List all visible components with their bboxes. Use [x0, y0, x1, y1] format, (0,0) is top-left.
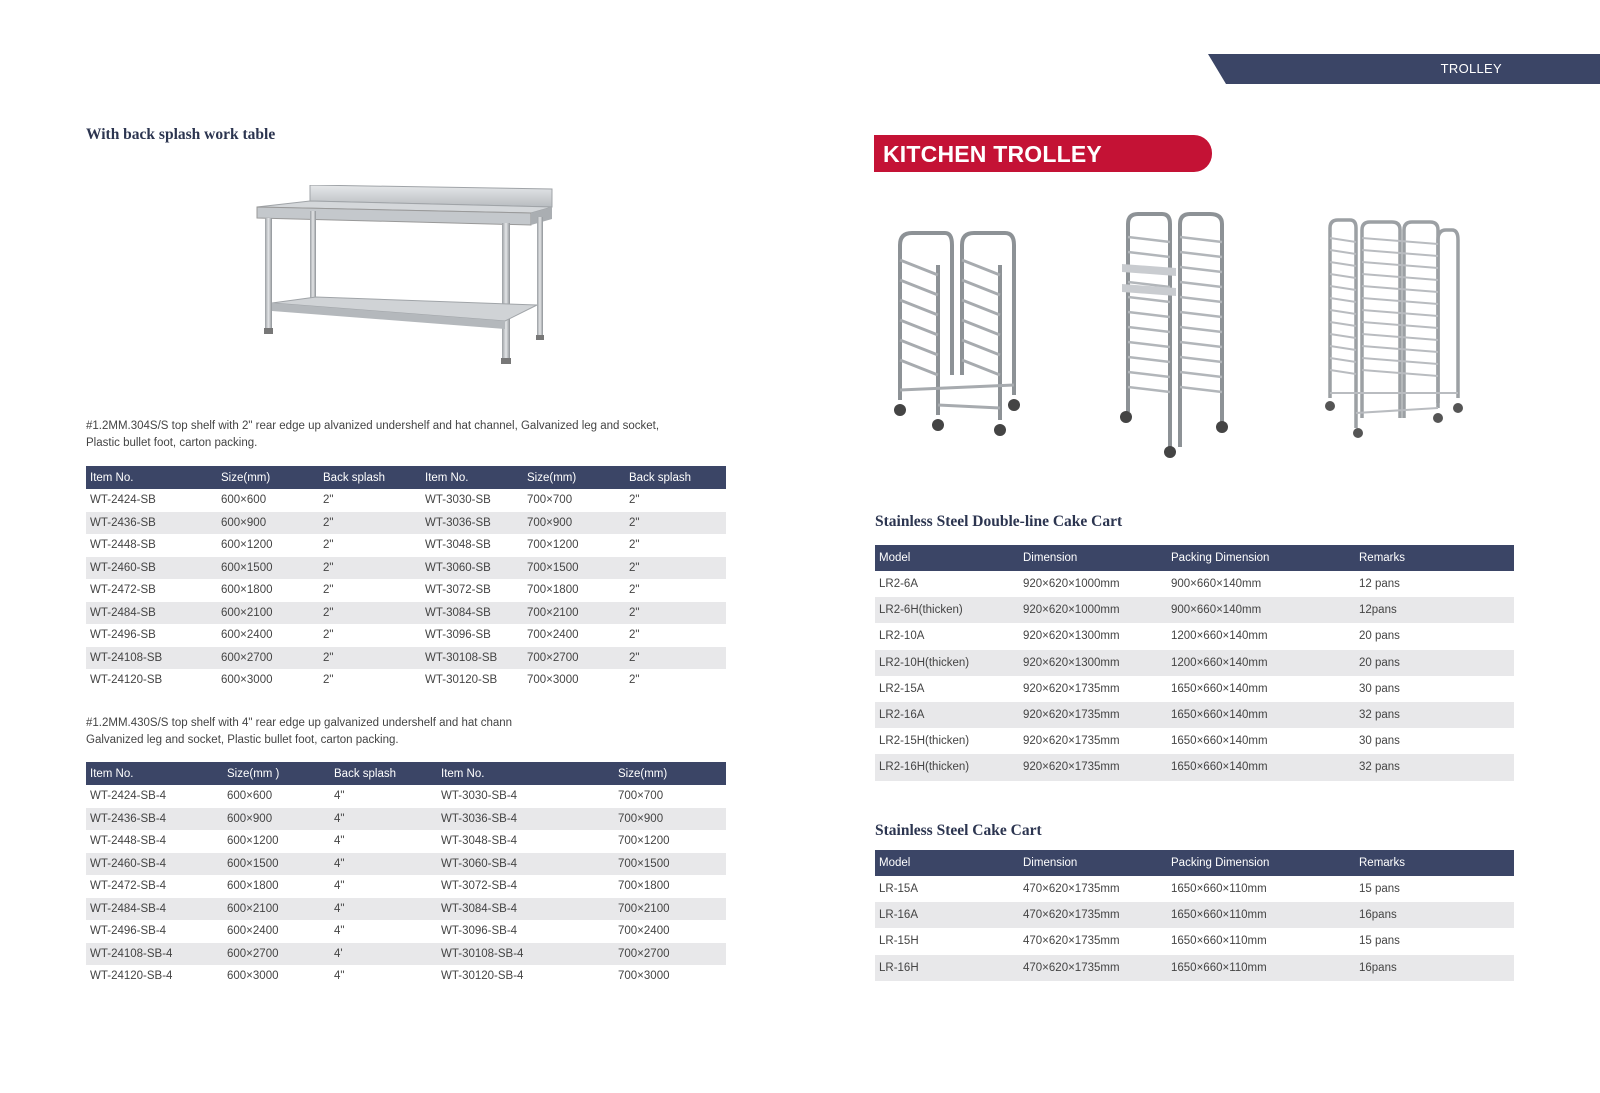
table-cell: 4": [330, 785, 437, 808]
table-cell: 30 pans: [1355, 728, 1514, 754]
table-cell: 700×1500: [614, 853, 726, 876]
table-cell: 600×2400: [217, 624, 319, 647]
table-cell: WT-24120-SB: [86, 669, 217, 692]
table-cell: WT-3084-SB-4: [437, 898, 614, 921]
table-cell: 1650×660×140mm: [1167, 728, 1355, 754]
table-row: [875, 902, 1514, 928]
table-row: [875, 754, 1514, 780]
table-cell: WT-2472-SB: [86, 579, 217, 602]
table-row: [86, 579, 726, 602]
column-header: Model: [875, 850, 1019, 876]
table-cell: 2": [319, 624, 421, 647]
table-cell: 2": [319, 512, 421, 535]
table-cell: 2": [625, 512, 726, 535]
table-cell: 30 pans: [1355, 676, 1514, 702]
column-header: Item No.: [437, 762, 614, 785]
table-cell: 920×620×1735mm: [1019, 728, 1167, 754]
table-cell: 4": [330, 965, 437, 988]
table-cell: WT-24108-SB: [86, 647, 217, 670]
table-cell: 2": [319, 602, 421, 625]
kitchen-trolley-banner-text: KITCHEN TROLLEY: [883, 141, 1102, 167]
column-header: Item No.: [421, 466, 523, 489]
table-cell: 1650×660×110mm: [1167, 876, 1355, 902]
table-cell: 600×1500: [223, 853, 330, 876]
table-row: [86, 669, 726, 692]
table-row: [86, 602, 726, 625]
column-header: Remarks: [1355, 545, 1514, 571]
table-cell: 920×620×1000mm: [1019, 571, 1167, 597]
table-cell: LR2-15H(thicken): [875, 728, 1019, 754]
table-cell: 2": [625, 489, 726, 512]
table-cell: 700×3000: [614, 965, 726, 988]
table-cell: 700×1800: [614, 875, 726, 898]
trolley-image-1: [890, 225, 1050, 440]
table-cell: WT-2424-SB-4: [86, 785, 223, 808]
table-cell: WT-3048-SB: [421, 534, 523, 557]
table-cell: WT-2496-SB-4: [86, 920, 223, 943]
table-cell: 4": [330, 875, 437, 898]
table-row: [86, 624, 726, 647]
table-row: [86, 853, 726, 876]
table-cell: 4": [330, 830, 437, 853]
table-row: [86, 512, 726, 535]
table-cell: 700×2100: [614, 898, 726, 921]
column-header: Back splash: [330, 762, 437, 785]
column-header: Packing Dimension: [1167, 545, 1355, 571]
table-cell: WT-3036-SB: [421, 512, 523, 535]
table-cell: 920×620×1300mm: [1019, 623, 1167, 649]
table-cell: 2": [319, 647, 421, 670]
table-cell: WT-2460-SB-4: [86, 853, 223, 876]
table-header-row: [875, 850, 1514, 876]
table-cell: WT-30108-SB-4: [437, 943, 614, 966]
table-cell: 32 pans: [1355, 702, 1514, 728]
table-cell: 600×1200: [223, 830, 330, 853]
table-cell: WT-30120-SB: [421, 669, 523, 692]
table-cell: 1200×660×140mm: [1167, 623, 1355, 649]
table-cell: 700×700: [523, 489, 625, 512]
table-header-row: [86, 762, 726, 785]
table-cell: 600×2700: [223, 943, 330, 966]
table-cell: WT-2472-SB-4: [86, 875, 223, 898]
table-row: [875, 676, 1514, 702]
table-cell: WT-2460-SB: [86, 557, 217, 580]
table-cell: 16pans: [1355, 955, 1514, 981]
table-cell: 20 pans: [1355, 650, 1514, 676]
table-cell: WT-30120-SB-4: [437, 965, 614, 988]
table-cell: 700×900: [614, 808, 726, 831]
trolley-image-2: [1118, 212, 1238, 467]
table-cell: 470×620×1735mm: [1019, 955, 1167, 981]
table-cell: 16pans: [1355, 902, 1514, 928]
table-cell: 12pans: [1355, 597, 1514, 623]
column-header: Back splash: [319, 466, 421, 489]
table-cell: 2": [625, 557, 726, 580]
table-cell: 20 pans: [1355, 623, 1514, 649]
table-cell: 12 pans: [1355, 571, 1514, 597]
table-cell: WT-2436-SB-4: [86, 808, 223, 831]
table-row: [875, 928, 1514, 954]
table-row: [86, 920, 726, 943]
table-row: [875, 650, 1514, 676]
table-cell: WT-24108-SB-4: [86, 943, 223, 966]
table-cell: 2": [319, 579, 421, 602]
column-header: Size(mm ): [223, 762, 330, 785]
table-row: [875, 623, 1514, 649]
table-cell: 4': [330, 943, 437, 966]
table-cell: 920×620×1735mm: [1019, 702, 1167, 728]
column-header: Size(mm): [523, 466, 625, 489]
table-cell: 1650×660×140mm: [1167, 702, 1355, 728]
table-cell: 700×2400: [614, 920, 726, 943]
table-cell: 600×900: [217, 512, 319, 535]
work-table-4in-table: [86, 762, 726, 988]
table-cell: 700×700: [614, 785, 726, 808]
column-header: Size(mm): [217, 466, 319, 489]
table-cell: 920×620×1000mm: [1019, 597, 1167, 623]
column-header: Back splash: [625, 466, 726, 489]
work-table-description-1: #1.2MM.304S/S top shelf with 2" rear edge up alvanized undershelf and hat channel, Galvanized leg and socket, Plastic bullet foot, carton packing.: [86, 420, 660, 449]
table-cell: 2": [625, 579, 726, 602]
table-cell: LR-15A: [875, 876, 1019, 902]
table-cell: 600×600: [217, 489, 319, 512]
table-cell: LR2-6A: [875, 571, 1019, 597]
table-cell: 2": [319, 489, 421, 512]
table-cell: 600×600: [223, 785, 330, 808]
table-cell: 4": [330, 853, 437, 876]
table-cell: WT-2496-SB: [86, 624, 217, 647]
table-cell: 700×3000: [523, 669, 625, 692]
table-cell: WT-3048-SB-4: [437, 830, 614, 853]
header-tab-bar: [1208, 54, 1600, 84]
table-cell: WT-2448-SB: [86, 534, 217, 557]
table-row: [86, 534, 726, 557]
table-cell: WT-3072-SB-4: [437, 875, 614, 898]
table-cell: 600×1800: [223, 875, 330, 898]
table-row: [86, 830, 726, 853]
table-cell: 700×2100: [523, 602, 625, 625]
table-cell: 2": [625, 534, 726, 557]
header-tab-label: TROLLEY: [1440, 61, 1502, 76]
table-cell: 1200×660×140mm: [1167, 650, 1355, 676]
table-cell: 470×620×1735mm: [1019, 876, 1167, 902]
table-row: [86, 875, 726, 898]
table-cell: 700×1200: [614, 830, 726, 853]
table-cell: 920×620×1735mm: [1019, 754, 1167, 780]
table-cell: 600×900: [223, 808, 330, 831]
column-header: Dimension: [1019, 545, 1167, 571]
table-header-row: [86, 466, 726, 489]
table-cell: WT-3030-SB-4: [437, 785, 614, 808]
table-cell: 2": [319, 534, 421, 557]
table-cell: 700×2700: [614, 943, 726, 966]
table-row: [875, 728, 1514, 754]
table-cell: 700×900: [523, 512, 625, 535]
table-row: [875, 876, 1514, 902]
table-cell: LR2-16H(thicken): [875, 754, 1019, 780]
table-cell: 32 pans: [1355, 754, 1514, 780]
table-cell: 700×1200: [523, 534, 625, 557]
table-cell: 600×3000: [217, 669, 319, 692]
work-table-description-2-line-2: Galvanized leg and socket, Plastic bullet foot, carton packing.: [86, 734, 399, 746]
table-row: [875, 955, 1514, 981]
table-row: [86, 965, 726, 988]
column-header: Remarks: [1355, 850, 1514, 876]
column-header: Packing Dimension: [1167, 850, 1355, 876]
table-cell: 600×3000: [223, 965, 330, 988]
table-cell: 600×1800: [217, 579, 319, 602]
double-line-cake-cart-title: Stainless Steel Double-line Cake Cart: [875, 513, 1123, 530]
table-cell: 2": [319, 557, 421, 580]
table-cell: 600×2700: [217, 647, 319, 670]
table-cell: 4": [330, 808, 437, 831]
table-cell: 600×1500: [217, 557, 319, 580]
table-cell: 15 pans: [1355, 928, 1514, 954]
table-cell: 700×2400: [523, 624, 625, 647]
table-cell: LR-16H: [875, 955, 1019, 981]
table-row: [86, 808, 726, 831]
table-cell: 470×620×1735mm: [1019, 902, 1167, 928]
table-cell: 700×2700: [523, 647, 625, 670]
table-row: [875, 571, 1514, 597]
table-cell: WT-24120-SB-4: [86, 965, 223, 988]
table-cell: LR2-16A: [875, 702, 1019, 728]
table-cell: LR2-6H(thicken): [875, 597, 1019, 623]
column-header: Model: [875, 545, 1019, 571]
table-cell: WT-3060-SB-4: [437, 853, 614, 876]
table-row: [86, 647, 726, 670]
work-table-title: With back splash work table: [86, 126, 276, 143]
table-cell: WT-3096-SB: [421, 624, 523, 647]
trolley-image-3: [1322, 218, 1472, 450]
table-cell: 15 pans: [1355, 876, 1514, 902]
work-table-description-2-line-1: #1.2MM.430S/S top shelf with 4" rear edge up galvanized undershelf and hat chann: [86, 717, 513, 729]
table-cell: 600×1200: [217, 534, 319, 557]
table-cell: 470×620×1735mm: [1019, 928, 1167, 954]
table-cell: 1650×660×110mm: [1167, 902, 1355, 928]
table-cell: 4": [330, 920, 437, 943]
table-row: [86, 489, 726, 512]
table-cell: 600×2400: [223, 920, 330, 943]
table-cell: 600×2100: [223, 898, 330, 921]
table-header-row: [875, 545, 1514, 571]
column-header: Item No.: [86, 466, 217, 489]
table-cell: LR2-10H(thicken): [875, 650, 1019, 676]
table-row: [86, 785, 726, 808]
table-cell: WT-2424-SB: [86, 489, 217, 512]
cake-cart-title: Stainless Steel Cake Cart: [875, 822, 1042, 839]
table-row: [875, 597, 1514, 623]
table-cell: WT-3060-SB: [421, 557, 523, 580]
table-cell: WT-2484-SB-4: [86, 898, 223, 921]
table-cell: 2": [319, 669, 421, 692]
table-cell: 2": [625, 647, 726, 670]
table-cell: 600×2100: [217, 602, 319, 625]
table-row: [86, 898, 726, 921]
table-cell: 2": [625, 669, 726, 692]
table-cell: 2": [625, 624, 726, 647]
table-cell: WT-3084-SB: [421, 602, 523, 625]
table-cell: WT-3096-SB-4: [437, 920, 614, 943]
column-header: Dimension: [1019, 850, 1167, 876]
table-cell: 1650×660×110mm: [1167, 955, 1355, 981]
table-cell: LR-16A: [875, 902, 1019, 928]
table-cell: 1650×660×110mm: [1167, 928, 1355, 954]
table-cell: WT-2436-SB: [86, 512, 217, 535]
table-cell: WT-3072-SB: [421, 579, 523, 602]
table-row: [86, 557, 726, 580]
table-cell: LR2-10A: [875, 623, 1019, 649]
cake-cart-table: [875, 850, 1514, 981]
table-cell: 920×620×1300mm: [1019, 650, 1167, 676]
table-cell: LR-15H: [875, 928, 1019, 954]
table-cell: 4": [330, 898, 437, 921]
table-cell: 1650×660×140mm: [1167, 676, 1355, 702]
table-cell: 900×660×140mm: [1167, 597, 1355, 623]
column-header: Size(mm): [614, 762, 726, 785]
table-cell: LR2-15A: [875, 676, 1019, 702]
table-cell: WT-2448-SB-4: [86, 830, 223, 853]
work-table-2in-table: [86, 466, 726, 692]
table-cell: 2": [625, 602, 726, 625]
table-cell: 920×620×1735mm: [1019, 676, 1167, 702]
work-table-image: [255, 185, 555, 375]
table-cell: 700×1800: [523, 579, 625, 602]
table-cell: WT-3030-SB: [421, 489, 523, 512]
table-cell: 1650×660×140mm: [1167, 754, 1355, 780]
table-row: [86, 943, 726, 966]
double-line-cake-cart-table: [875, 545, 1514, 781]
table-cell: WT-2484-SB: [86, 602, 217, 625]
table-cell: 700×1500: [523, 557, 625, 580]
table-cell: WT-3036-SB-4: [437, 808, 614, 831]
table-cell: WT-30108-SB: [421, 647, 523, 670]
column-header: Item No.: [86, 762, 223, 785]
table-cell: 900×660×140mm: [1167, 571, 1355, 597]
table-row: [875, 702, 1514, 728]
